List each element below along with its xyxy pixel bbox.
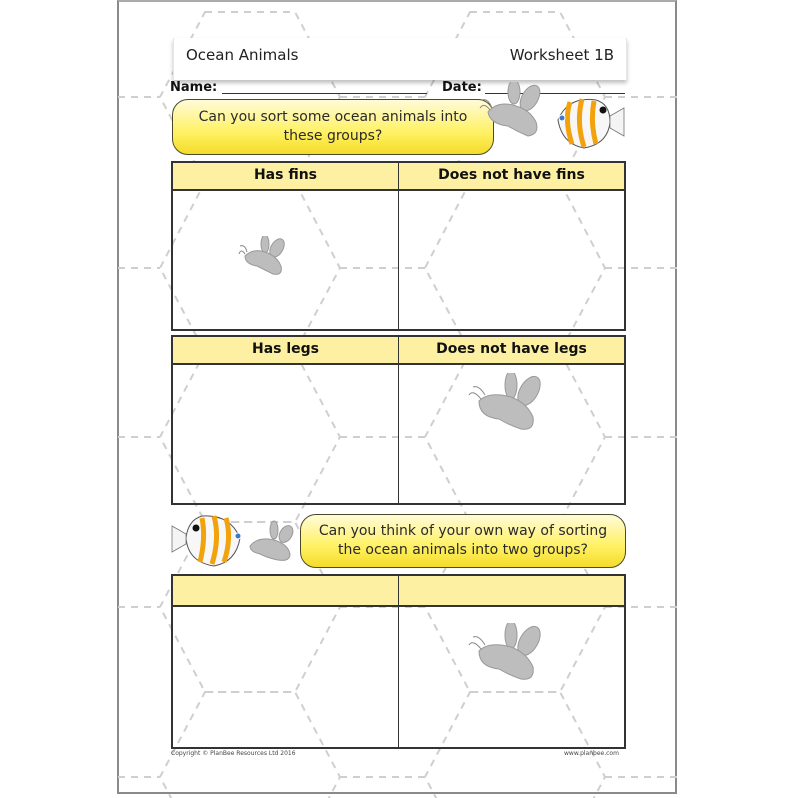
worksheet-code: Worksheet 1B: [509, 46, 614, 64]
drop-area-custom-2[interactable]: [398, 607, 624, 749]
name-label: Name:: [170, 80, 218, 95]
drop-area-no-legs[interactable]: [398, 365, 624, 505]
copyright-notice: Copyright © PlanBee Resources Ltd 2016: [171, 750, 296, 757]
prompt-bubble-own-sort: [300, 514, 626, 568]
column-header-no-legs: Does not have legs: [398, 337, 624, 363]
worksheet-header: [173, 38, 627, 80]
column-header-has-legs: Has legs: [251, 341, 320, 357]
drop-area-has-legs[interactable]: [173, 365, 398, 505]
column-header-no-fins: Does not have fins: [398, 163, 624, 189]
sea-slug-icon: [237, 236, 293, 278]
worksheet-title: Ocean Animals: [186, 46, 299, 64]
drop-area-has-fins[interactable]: [173, 191, 398, 331]
butterflyfish-icon: [548, 92, 628, 150]
drop-area-no-fins[interactable]: [398, 191, 624, 331]
sea-slug-icon: [465, 623, 555, 685]
sea-slug-icon: [478, 82, 558, 144]
prompt-bubble-sort: [172, 99, 494, 155]
name-field[interactable]: [222, 93, 427, 94]
date-label: Date:: [442, 80, 482, 95]
prompt-line: Can you sort some ocean animals into: [198, 109, 468, 125]
sort-table-legs: [171, 335, 626, 505]
sort-table-custom: [171, 574, 626, 749]
butterflyfish-icon: [170, 508, 250, 568]
prompt-line: these groups?: [283, 128, 383, 144]
sea-slug-icon: [465, 373, 555, 435]
drop-area-custom-1[interactable]: [173, 607, 398, 749]
website-link[interactable]: www.planbee.com: [564, 750, 619, 757]
sort-table-fins: [171, 161, 626, 331]
prompt-line: the ocean animals into two groups?: [337, 542, 588, 558]
column-header-has-fins: Has fins: [253, 167, 318, 183]
prompt-line: Can you think of your own way of sorting: [318, 523, 608, 539]
column-header-custom-2[interactable]: [398, 576, 624, 605]
column-header-custom-1[interactable]: [173, 576, 398, 605]
sea-slug-icon: [244, 520, 300, 564]
